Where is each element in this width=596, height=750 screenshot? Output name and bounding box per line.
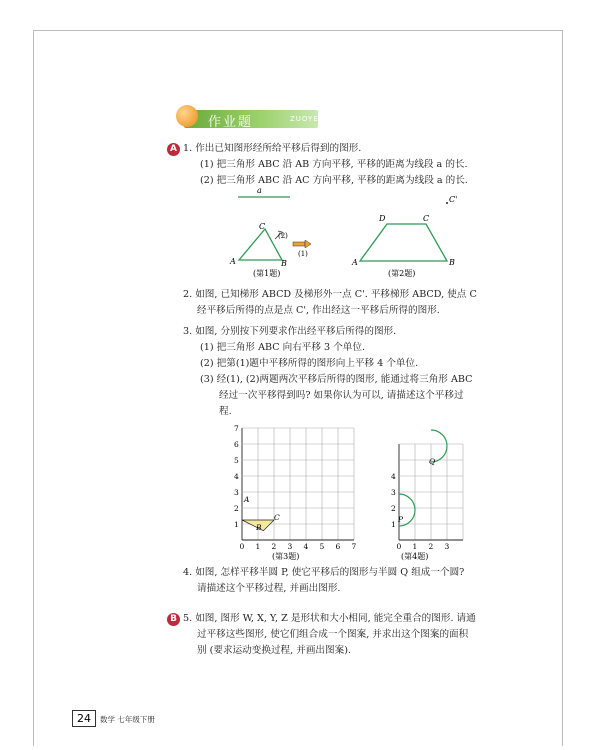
y-tick-label: 2 bbox=[391, 504, 396, 513]
segment-a-label: a bbox=[257, 186, 262, 195]
q3-sub3a: (3) 经(1), (2)两题两次平移后所得的图形, 能通过将三角形 ABC bbox=[200, 374, 473, 385]
q3-label-c: C bbox=[274, 513, 280, 522]
y-tick-label: 1 bbox=[234, 520, 239, 529]
q1-sub1: (1) 把三角形 ABC 沿 AB 方向平移, 平移的距离为线段 a 的长. bbox=[200, 159, 468, 170]
x-tick-label: 3 bbox=[287, 542, 293, 551]
fig1-label-c: C bbox=[259, 222, 266, 231]
q3-label-b: B bbox=[256, 523, 262, 532]
q5-line1: 5. 如图, 图形 W, X, Y, Z 是形状和大小相同, 能完全重合的图形. 请通 bbox=[183, 613, 476, 624]
y-tick-label: 4 bbox=[234, 472, 239, 481]
q1-text: 1. 作出已知图形经所给平移后得到的图形. bbox=[183, 143, 362, 154]
q3-caption: (第3题) bbox=[272, 552, 300, 561]
y-tick-label: 4 bbox=[391, 472, 396, 481]
fig1-label-b: B bbox=[281, 259, 287, 268]
q4-caption: (第4题) bbox=[401, 552, 429, 561]
fig2-label-cprime: C' bbox=[449, 195, 458, 204]
fig2-label-b: B bbox=[449, 258, 455, 267]
level-b-badge: B bbox=[167, 613, 180, 626]
y-tick-label: 3 bbox=[391, 488, 396, 497]
y-tick-label: 1 bbox=[391, 520, 396, 529]
q3-grid-figure bbox=[226, 420, 366, 565]
fig1-label-a: A bbox=[230, 257, 236, 266]
q4-line1: 4. 如图, 怎样平移半圆 P, 使它平移后的图形与半圆 Q 组成一个圆? bbox=[183, 567, 465, 578]
x-tick-label: 1 bbox=[255, 542, 261, 551]
x-tick-label: 5 bbox=[319, 542, 325, 551]
x-tick-label: 7 bbox=[351, 542, 357, 551]
q3-sub3c: 程. bbox=[219, 406, 232, 417]
x-tick-label: 0 bbox=[396, 542, 402, 551]
x-tick-label: 2 bbox=[428, 542, 434, 551]
y-tick-label: 7 bbox=[234, 424, 239, 433]
fig1-label-2: (2) bbox=[278, 232, 288, 240]
q1-q2-figures bbox=[225, 186, 485, 278]
footer-text: 数学 七年级下册 bbox=[100, 715, 155, 724]
y-tick-label: 3 bbox=[234, 488, 239, 497]
fig2-label-d: D bbox=[379, 214, 386, 223]
fig2-label-a: A bbox=[352, 258, 358, 267]
q3-sub1: (1) 把三角形 ABC 向右平移 3 个单位. bbox=[200, 342, 366, 353]
y-tick-label: 5 bbox=[234, 456, 239, 465]
q5-line3: 别 (要求运动变换过程, 并画出图案). bbox=[197, 645, 351, 656]
q4-label-p: P bbox=[398, 515, 404, 524]
x-tick-label: 1 bbox=[412, 542, 418, 551]
q2-line1: 2. 如图, 已知梯形 ABCD 及梯形外一点 C'. 平移梯形 ABCD, 使点 C bbox=[183, 289, 477, 300]
section-pinyin: ZUOYETI bbox=[290, 115, 328, 123]
q4-label-q: Q bbox=[429, 457, 436, 466]
page-number: 24 bbox=[72, 710, 96, 727]
fig1-label-1: (1) bbox=[298, 250, 308, 258]
section-title: 作业题 bbox=[208, 115, 254, 130]
q5-line2: 过平移这些图形, 使它们组合成一个图案, 并求出这个图案的面积 bbox=[197, 629, 469, 640]
fig2-caption: (第2题) bbox=[388, 269, 416, 278]
arrow-1-icon bbox=[293, 242, 305, 246]
q2-line2: 经平移后所得的点是点 C', 作出经这一平移后所得的图形. bbox=[197, 305, 440, 316]
fig2-label-c: C bbox=[423, 214, 430, 223]
q3-sub3b: 经过一次平移得到吗? 如果你认为可以, 请描述这个平移过 bbox=[219, 390, 464, 401]
header-orb-icon bbox=[176, 105, 198, 127]
q3-sub2: (2) 把第(1)题中平移所得的图形向上平移 4 个单位. bbox=[200, 358, 419, 369]
q4-line2: 请描述这个平移过程, 并画出图形. bbox=[197, 583, 341, 594]
x-tick-label: 2 bbox=[271, 542, 277, 551]
y-tick-label: 2 bbox=[234, 504, 239, 513]
x-tick-label: 4 bbox=[303, 542, 309, 551]
y-tick-label: 6 bbox=[234, 440, 239, 449]
x-tick-label: 0 bbox=[239, 542, 245, 551]
x-tick-label: 6 bbox=[335, 542, 341, 551]
trapezoid-abcd bbox=[360, 224, 447, 261]
triangle-abc-fig1 bbox=[239, 229, 282, 260]
q1-sub2: (2) 把三角形 ABC 沿 AC 方向平移, 平移的距离为线段 a 的长. bbox=[200, 175, 468, 186]
q3-line1: 3. 如图, 分别按下列要求作出经平移后所得的图形. bbox=[183, 326, 397, 337]
level-a-badge: A bbox=[167, 143, 180, 156]
q3-label-a: A bbox=[244, 495, 250, 504]
fig1-caption: (第1题) bbox=[253, 269, 281, 278]
q4-grid-figure bbox=[383, 420, 473, 565]
x-tick-label: 3 bbox=[444, 542, 450, 551]
